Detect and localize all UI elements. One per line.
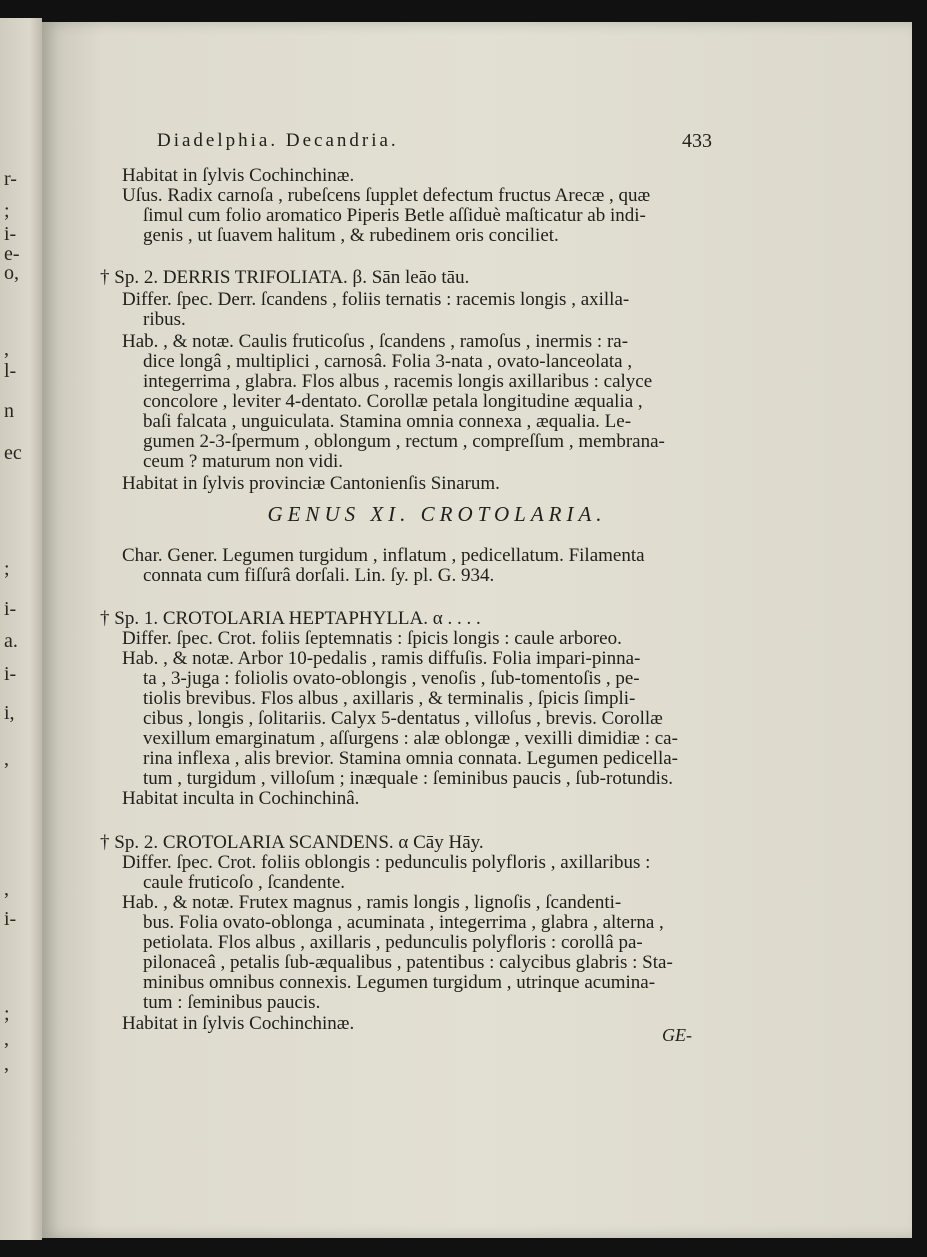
- text-line: † Sp. 2. CROTOLARIA SCANDENS. α Cāy Hāy.: [100, 832, 484, 853]
- text-line: † Sp. 1. CROTOLARIA HEPTAPHYLLA. α . . . .: [100, 608, 481, 629]
- facing-page-fragment: ec: [4, 442, 22, 464]
- text-line: Differ. ſpec. Crot. foliis ſeptemnatis : ſpicis longis : caule arboreo.: [122, 628, 622, 649]
- catchword: GE-: [662, 1025, 692, 1045]
- text-line: pilonaceâ , petalis ſub-æqualibus , patentibus : calycibus glabris : Sta-: [143, 952, 673, 973]
- facing-page-fragment: ;: [4, 1003, 10, 1025]
- facing-page-fragment: i,: [4, 702, 15, 724]
- facing-page-fragment: ,: [4, 748, 9, 770]
- text-line: petiolata. Flos albus , axillaris , pedunculis polyfloris : corollâ pa-: [143, 932, 643, 953]
- text-line: concolore , leviter 4-dentato. Corollæ petala longitudine æqualia ,: [143, 391, 643, 412]
- text-line: Habitat in ſylvis Cochinchinæ.: [122, 1013, 355, 1034]
- facing-page-fragment: i-: [4, 663, 17, 685]
- text-line: Char. Gener. Legumen turgidum , inflatum , pedicellatum. Filamenta: [122, 545, 645, 566]
- text-line: Hab. , & notæ. Frutex magnus , ramis longis , lignoſis , ſcandenti-: [122, 892, 622, 913]
- text-line: vexillum emarginatum , aſſurgens : alæ oblongæ , vexilli dimidiæ : ca-: [143, 728, 678, 749]
- text-line: caule fruticoſo , ſcandente.: [143, 872, 346, 893]
- facing-page-fragment: ,: [4, 878, 9, 900]
- text-line: baſi falcata , unguiculata. Stamina omnia connexa , æqualia. Le-: [143, 411, 632, 432]
- facing-page-fragment: i-: [4, 908, 17, 930]
- text-line: integerrima , glabra. Flos albus , racemis longis axillaribus : calyce: [143, 371, 653, 392]
- facing-page-fragment: a.: [4, 630, 18, 652]
- facing-page-fragment: ,: [4, 1028, 9, 1050]
- text-line: gumen 2-3-ſpermum , oblongum , rectum , compreſſum , membrana-: [143, 431, 665, 452]
- text-line: ſimul cum folio aromatico Piperis Betle aſſiduè maſticatur ab indi-: [143, 205, 646, 226]
- facing-page-fragment: ;: [4, 558, 10, 580]
- facing-page-fragment: l-: [4, 360, 17, 382]
- text-line: tiolis brevibus. Flos albus , axillaris , & terminalis , ſpicis ſimpli-: [143, 688, 636, 709]
- text-line: Habitat inculta in Cochinchinâ.: [122, 788, 360, 809]
- text-line: Habitat in ſylvis Cochinchinæ.: [122, 165, 355, 186]
- facing-page-fragment: i-: [4, 223, 17, 245]
- genus-heading: GENUS XI. CROTOLARIA.: [267, 502, 607, 526]
- text-line: ceum ? maturum non vidi.: [143, 451, 343, 472]
- facing-page-fragment: e-: [4, 243, 20, 265]
- running-head: Diadelphia. Decandria.: [157, 130, 399, 151]
- text-line: Differ. ſpec. Crot. foliis oblongis : pedunculis polyfloris , axillaribus :: [122, 852, 651, 873]
- text-line: rina inflexa , alis brevior. Stamina omnia connata. Legumen pedicella-: [143, 748, 678, 769]
- book-page: [42, 22, 912, 1238]
- facing-page-fragment: ,: [4, 1053, 9, 1075]
- facing-page-fragment: ,: [4, 338, 9, 360]
- page-number: 433: [682, 130, 712, 152]
- facing-page-fragment: o,: [4, 262, 19, 284]
- text-line: Uſus. Radix carnoſa , rubeſcens ſupplet defectum fructus Arecæ , quæ: [122, 185, 651, 206]
- facing-page-fragment: r-: [4, 168, 17, 190]
- text-line: dice longâ , multiplici , carnosâ. Folia 3-nata , ovato-lanceolata ,: [143, 351, 633, 372]
- text-line: genis , ut ſuavem halitum , & rubedinem oris conciliet.: [143, 225, 559, 246]
- text-line: † Sp. 2. DERRIS TRIFOLIATA. β. Sān leāo tāu.: [100, 267, 470, 288]
- text-line: connata cum fiſſurâ dorſali. Lin. ſy. pl. G. 934.: [143, 565, 495, 586]
- text-line: Hab. , & notæ. Arbor 10-pedalis , ramis diffuſis. Folia impari-pinna-: [122, 648, 641, 669]
- facing-page-fragment: ;: [4, 200, 10, 222]
- facing-page-edge: [0, 18, 42, 1240]
- facing-page-fragment: i-: [4, 598, 17, 620]
- text-line: Hab. , & notæ. Caulis fruticoſus , ſcandens , ramoſus , inermis : ra-: [122, 331, 629, 352]
- text-line: minibus omnibus connexis. Legumen turgidum , utrinque acumina-: [143, 972, 656, 993]
- text-line: tum , turgidum , villoſum ; inæquale : ſeminibus paucis , ſub-rotundis.: [143, 768, 674, 789]
- facing-page-fragment: n: [4, 400, 14, 422]
- text-line: Habitat in ſylvis provinciæ Cantonienſis Sinarum.: [122, 473, 500, 494]
- text-line: ribus.: [143, 309, 186, 330]
- text-line: tum : ſeminibus paucis.: [143, 992, 321, 1013]
- text-line: bus. Folia ovato-oblonga , acuminata , integerrima , glabra , alterna ,: [143, 912, 664, 933]
- text-line: ta , 3-juga : foliolis ovato-oblongis , venoſis , ſub-tomentoſis , pe-: [143, 668, 640, 689]
- text-line: Differ. ſpec. Derr. ſcandens , foliis ternatis : racemis longis , axilla-: [122, 289, 630, 310]
- text-line: cibus , longis , ſolitariis. Calyx 5-dentatus , villoſus , brevis. Corollæ: [143, 708, 663, 729]
